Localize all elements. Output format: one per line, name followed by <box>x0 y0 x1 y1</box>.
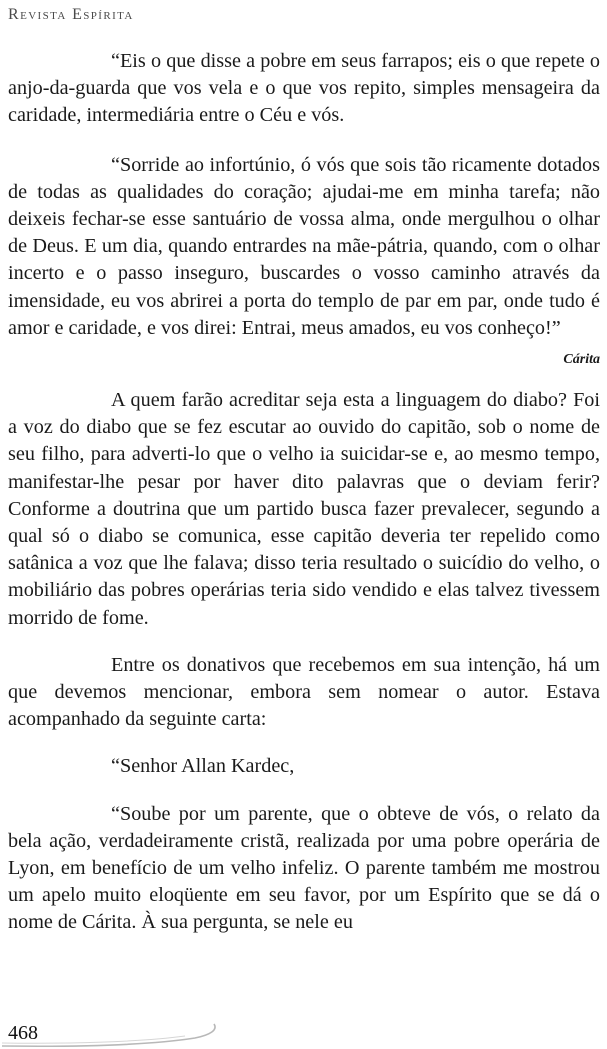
page-body <box>8 48 600 957</box>
page-number: 468 <box>8 1022 38 1044</box>
running-head: Revista Espírita <box>8 6 134 23</box>
paragraph: “Eis o que disse a pobre em seus farrapos; eis o que repete o anjo-da-guarda que vos vela e o que vos repito, simples mensageira da caridade, intermediária entre o Céu e vós. <box>8 50 600 127</box>
paragraph: “Sorride ao infortúnio, ó vós que sois tão ricamente dotados de todas as qualidades do coração; ajudai-me em minha tarefa; não deixeis fechar-se esse santuário de vossa alma, onde mergulhou o olhar de Deus. E um dia, quando entrardes na mãe-pátria, quando, com o olhar incerto e o passo inseguro, buscardes o vosso caminho através da imensidade, eu vos abrirei a porta do templo de par em par, onde tudo é amor e caridade, e vos direi: Entrai, meus amados, eu vos conheço!” <box>8 153 600 339</box>
paragraph: “Soube por um parente, que o obteve de vós, o relato da bela ação, verdadeiramente cristã, realizada por uma pobre operária de Lyon, em benefício de um velho infeliz. O parente também me mostrou um apelo muito eloqüente em seu favor, por um Espírito que se dá o nome de Cárita. À sua pergunta, se nele eu <box>8 802 600 934</box>
paragraph: Entre os donativos que recebemos em sua intenção, há um que devemos mencionar, embora sem nomear o autor. Estava acompanhado da seguinte carta: <box>8 653 600 731</box>
paragraph: “Senhor Allan Kardec, <box>111 755 295 778</box>
signature: Cárita <box>563 352 600 368</box>
folio <box>0 1016 230 1049</box>
paragraph: A quem farão acreditar seja esta a linguagem do diabo? Foi a voz do diabo que se fez escutar ao ouvido do capitão, sob o nome de seu filho, para adverti-lo que o velho ia suicidar-se e, ao mesmo tempo, manifestar-lhe pesar por haver dito palavras que o deviam ferir? Conforme a doutrina que um partido busca fazer prevalecer, segundo a qual só o diabo se comunica, esse capitão deveria ter repelido como satânica a voz que lhe falava; disso teria resultado o suicídio do velho, o mobiliário das pobres operárias teria sido vendido e elas talvez tivessem morrido de fome. <box>8 389 600 629</box>
